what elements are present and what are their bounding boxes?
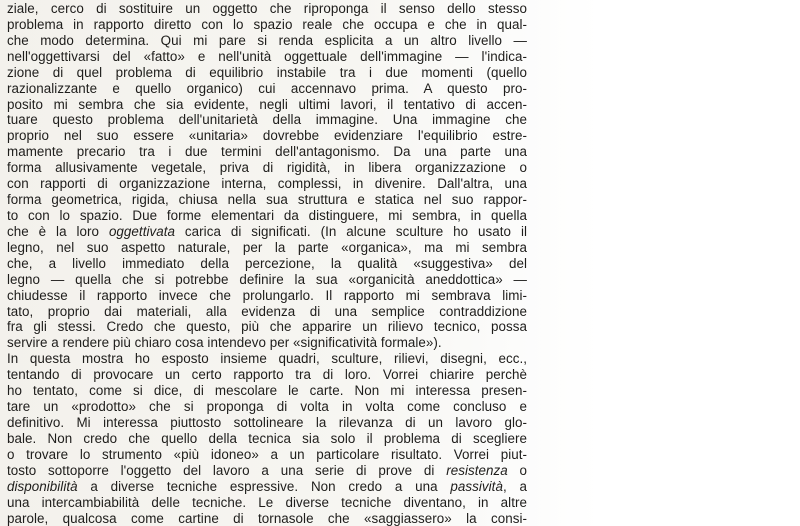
text-line: bale. Non credo che quello della tecnica sia solo il problema di scegliere [7, 431, 527, 447]
text-line: problema in rapporto diretto con lo spazio reale che occupa e che in qual- [7, 17, 527, 33]
text-line: zione di quel problema di equilibrio instabile tra i due momenti (quello [7, 65, 527, 81]
emphasis-text: resistenza [446, 463, 508, 478]
text-line [7, 224, 527, 240]
text-line: o trovare lo strumento «più idoneo» a un particolare risultato. Vorrei piut- [7, 447, 527, 463]
text-line: posito mi sembra che sia evidente, negli ultimi lavori, il tentativo di accen- [7, 97, 527, 113]
text-line [7, 479, 527, 495]
text-line: ziale, cerco di sostituire un oggetto che riproponga il senso dello stesso [7, 1, 527, 17]
text-line: razionalizzante e quello organico) cui accennavo prima. A questo pro- [7, 81, 527, 97]
text-segment: , a [503, 479, 527, 494]
text-line: definitivo. Mi interessa piuttosto sottolineare la rilevanza di un lavoro glo- [7, 415, 527, 431]
text-line: chiudesse il rapporto invece che prolungarlo. Il rapporto mi sembrava limi- [7, 288, 527, 304]
text-line: forma geometrica, rigida, chiusa nella sua struttura e statica nel suo rappor- [7, 192, 527, 208]
text-line: una intercambiabilità delle tecniche. Le diverse tecniche diventano, in altre [7, 495, 527, 511]
text-line: parole, qualcosa come cartine di tornasole che «saggiassero» la consi- [7, 511, 527, 526]
text-line: forma allusivamente vegetale, priva di rigidità, in libera organizzazione o [7, 160, 527, 176]
text-segment: tosto sottoporre l'oggetto del lavoro a una serie di prove di [7, 463, 446, 478]
text-segment: che è la loro [7, 224, 109, 239]
text-segment: carica di significati. (In alcune sculture ho usato il [175, 224, 527, 239]
emphasis-text: oggettivata [109, 224, 175, 239]
body-text [7, 1, 527, 526]
text-segment: a diverse tecniche espressive. Non credo a una [78, 479, 451, 494]
text-line: che, a livello immediato della percezione, la qualità «suggestiva» del [7, 256, 527, 272]
text-line: proprio nel suo essere «unitaria» dovrebbe evidenziare l'equilibrio estre- [7, 128, 527, 144]
text-line: ho tentato, come si dice, di mescolare le carte. Non mi interessa presen- [7, 383, 527, 399]
text-line: fra gli stessi. Credo che questo, più che apparire un rilievo tecnico, possa [7, 319, 527, 335]
text-segment: o [508, 463, 527, 478]
text-line [7, 463, 527, 479]
emphasis-text: disponibilità [7, 479, 78, 494]
text-line: tentando di provocare un certo rapporto tra di loro. Vorrei chiarire perchè [7, 367, 527, 383]
text-line: tuare questo problema dell'unitarietà della immagine. Una immagine che [7, 112, 527, 128]
paragraph-start-line: In questa mostra ho esposto insieme quadri, sculture, rilievi, disegni, ecc., [7, 351, 527, 367]
text-line: tare un «prodotto» che si proponga di volta in volta come concluso e [7, 399, 527, 415]
text-line: che modo determina. Qui mi pare si renda esplicita a un altro livello — [7, 33, 527, 49]
text-line: con rapporti di organizzazione interna, complessi, in divenire. Dall'altra, una [7, 176, 527, 192]
text-line: tato, proprio dai materiali, alla evidenza di una semplice contraddizione [7, 304, 527, 320]
paragraph-end-line: servire a rendere più chiaro cosa intendevo per «significatività formale»). [7, 335, 527, 351]
text-line: mamente precario tra i due termini dell'antagonismo. Da una parte una [7, 144, 527, 160]
text-line: to con lo spazio. Due forme elementari da distinguere, mi sembra, in quella [7, 208, 527, 224]
text-line: legno — quella che si potrebbe definire la sua «organicità aneddottica» — [7, 272, 527, 288]
text-line: nell'oggettivarsi del «fatto» e nell'unità oggettuale dell'immagine — l'indica- [7, 49, 527, 65]
text-line: legno, nel suo aspetto naturale, per la parte «organica», ma mi sembra [7, 240, 527, 256]
emphasis-text: passività [450, 479, 503, 494]
